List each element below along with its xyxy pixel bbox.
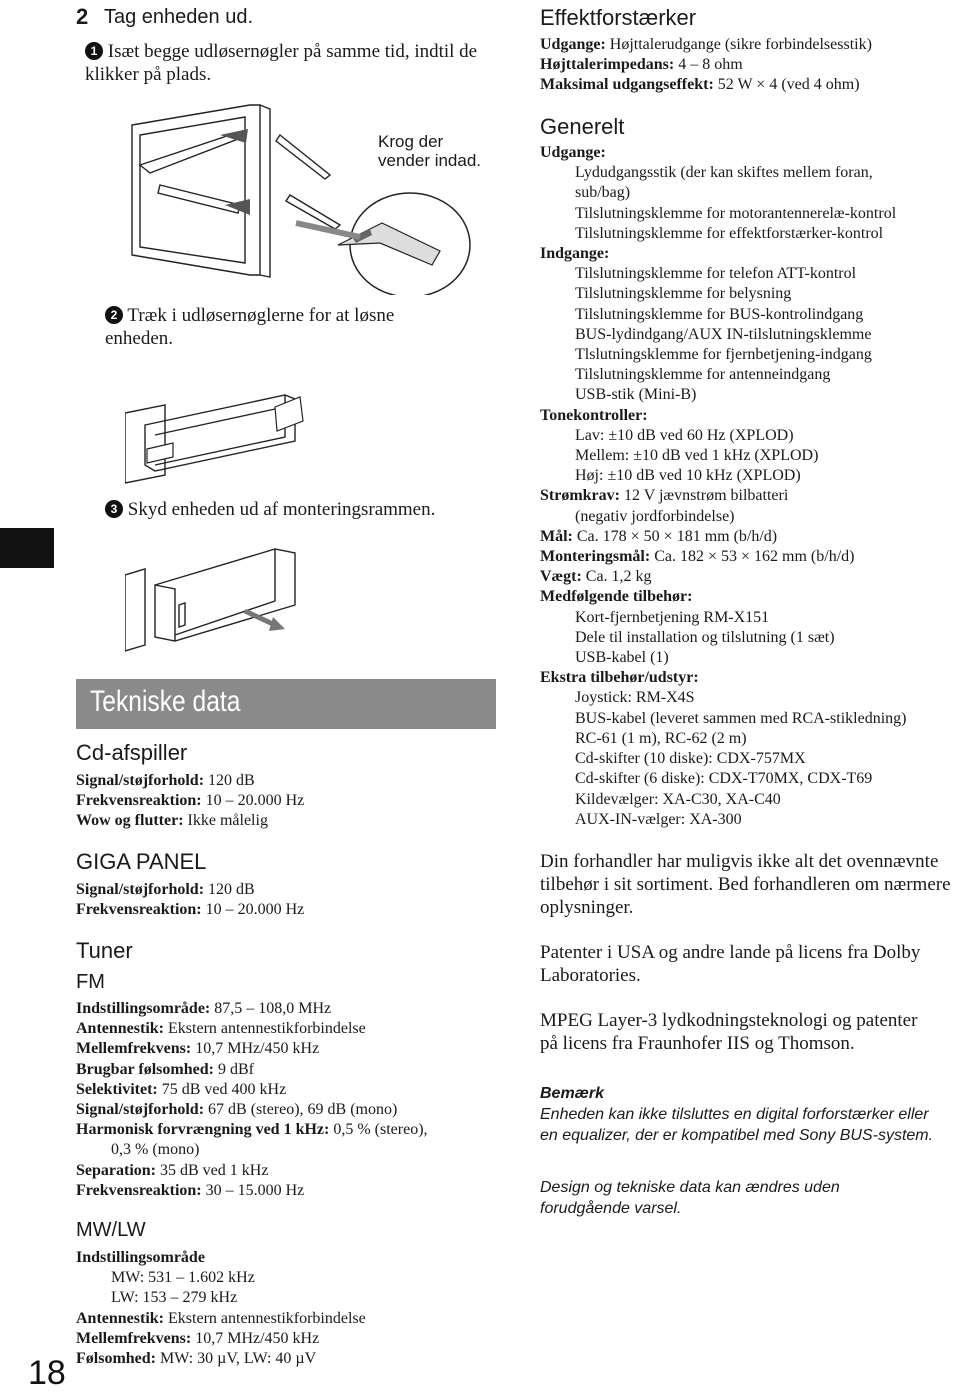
spec-line: Cd-skifter (6 diske): CDX-T70MX, CDX-T69	[575, 770, 873, 788]
mwlw-heading: MW/LW	[76, 1219, 146, 1241]
spec-line: Kort-fjernbetjening RM-X151	[575, 608, 770, 626]
spec-line: Tilslutningsklemme for telefon ATT-kontrol	[575, 265, 857, 283]
spec-line: Maksimal udgangseffekt: 52 W × 4 (ved 4 ohm)	[540, 76, 860, 94]
spec-line: Indstillingsområde	[76, 1249, 205, 1266]
spec-line: sub/bag)	[575, 184, 631, 202]
spec-line: Lav: ±10 dB ved 60 Hz (XPLOD)	[575, 426, 794, 444]
spec-line: Medfølgende tilbehør:	[540, 588, 693, 606]
section-banner	[76, 679, 496, 729]
spec-line: Høj: ±10 dB ved 10 kHz (XPLOD)	[575, 467, 801, 485]
step-number: 2	[76, 4, 89, 29]
spec-line: Indgange:	[540, 245, 610, 263]
figure-pull-unit	[125, 385, 325, 485]
spec-line: BUS-lydindgang/AUX IN-tilslutningsklemme	[575, 325, 872, 343]
spec-line: Mål: Ca. 178 × 50 × 181 mm (b/h/d)	[540, 527, 778, 545]
substep-text: Isæt begge udløsernøgler på samme tid, indtil de klikker på plads.	[85, 41, 478, 85]
dealer-note: Din forhandler har muligvis ikke alt det ovennævnte tilbehør i sit sortiment. Bed forhandleren om nærmere oplysninger.	[540, 851, 951, 918]
spec-line: LW: 153 – 279 kHz	[111, 1289, 238, 1307]
spec-line: Tilslutningsklemme for BUS-kontrolindgang	[575, 305, 864, 323]
cd-specs	[76, 771, 304, 832]
spec-line: Signal/støjforhold: 120 dB	[76, 772, 255, 789]
spec-line: Antennestik: Ekstern antennestikforbindelse	[76, 1020, 366, 1038]
spec-line: Tonekontroller:	[540, 406, 648, 424]
general-specs	[540, 143, 906, 830]
spec-line: Mellemfrekvens: 10,7 MHz/450 kHz	[76, 1040, 320, 1058]
design-note: Design og tekniske data kan ændres uden forudgående varsel.	[540, 1179, 840, 1217]
spec-line: AUX-IN-vælger: XA-300	[575, 810, 742, 828]
spec-line: Mellem: ±10 dB ved 1 kHz (XPLOD)	[575, 447, 819, 465]
substep-text: Træk i udløsernøglerne for at løsne enheden.	[105, 305, 395, 349]
substep-2	[105, 304, 445, 350]
spec-line: Højttalerimpedans: 4 – 8 ohm	[540, 56, 743, 74]
spec-line: Wow og flutter: Ikke målelig	[76, 812, 268, 830]
spec-line: Selektivitet: 75 dB ved 400 kHz	[76, 1080, 287, 1098]
spec-line: (negativ jordforbindelse)	[575, 507, 735, 525]
spec-line: Brugbar følsomhed: 9 dBf	[76, 1060, 254, 1078]
spec-line: Separation: 35 dB ved 1 kHz	[76, 1161, 269, 1179]
spec-line: Harmonisk forvrængning ved 1 kHz: 0,5 % (stereo),	[76, 1121, 428, 1139]
general-heading: Generelt	[540, 114, 625, 139]
spec-line: Frekvensreaktion: 10 – 20.000 Hz	[76, 792, 305, 810]
fm-specs	[76, 999, 428, 1201]
spec-line: Tilslutningsklemme for motorantennerelæ-kontrol	[575, 204, 897, 222]
spec-line: USB-kabel (1)	[575, 649, 669, 667]
spec-line: Antennestik: Ekstern antennestikforbindelse	[76, 1309, 366, 1327]
spec-line: Frekvensreaktion: 10 – 20.000 Hz	[76, 901, 305, 919]
spec-line: BUS-kabel (leveret sammen med RCA-stikledning)	[575, 709, 907, 727]
figure-slide-unit	[125, 545, 315, 655]
cd-heading: Cd-afspiller	[76, 740, 188, 765]
spec-line: Monteringsmål: Ca. 182 × 53 × 162 mm (b/h/d)	[540, 548, 855, 566]
note-text: Enheden kan ikke tilsluttes en digital forforstærker eller en equalizer, der er kompatibel med Sony BUS-system.	[540, 1106, 934, 1144]
callout-line: vender indad.	[378, 151, 482, 170]
note-heading: Bemærk	[540, 1085, 605, 1102]
mwlw-specs	[76, 1248, 366, 1369]
section-tab	[0, 528, 54, 568]
spec-line: Lydudgangsstik (der kan skiftes mellem foran,	[575, 164, 873, 182]
spec-line: Udgange:	[540, 144, 606, 161]
spec-line: USB-stik (Mini-B)	[575, 386, 697, 404]
spec-line: Joystick: RM-X4S	[575, 689, 695, 707]
spec-line: Dele til installation og tilslutning (1 sæt)	[575, 628, 835, 646]
amp-specs	[540, 35, 872, 96]
spec-line: Tilslutningsklemme for antenneindgang	[575, 366, 831, 384]
spec-line: 0,3 % (mono)	[111, 1141, 200, 1159]
amp-heading: Effektforstærker	[540, 5, 697, 30]
spec-line: Tilslutningsklemme for effektforstærker-kontrol	[575, 224, 884, 242]
fm-heading: FM	[76, 971, 105, 993]
spec-line: MW: 531 – 1.602 kHz	[111, 1269, 255, 1287]
spec-line: Signal/støjforhold: 67 dB (stereo), 69 dB (mono)	[76, 1101, 398, 1119]
figure-insert-keys	[120, 95, 500, 295]
figure-callout	[378, 132, 481, 170]
substep-number: 3	[105, 500, 123, 518]
spec-line: Vægt: Ca. 1,2 kg	[540, 568, 652, 586]
spec-line: Tilslutningsklemme for belysning	[575, 285, 792, 303]
banner-title: Tekniske data	[90, 685, 241, 718]
spec-line: Følsomhed: MW: 30 µV, LW: 40 µV	[76, 1350, 317, 1368]
substep-number: 1	[85, 42, 103, 60]
giga-specs	[76, 880, 304, 920]
spec-line: Mellemfrekvens: 10,7 MHz/450 kHz	[76, 1329, 320, 1347]
mpeg-note: MPEG Layer-3 lydkodningsteknologi og patenter på licens fra Fraunhofer IIS og Thomson.	[540, 1010, 918, 1054]
spec-line: Strømkrav: 12 V jævnstrøm bilbatteri	[540, 487, 789, 505]
spec-line: Signal/støjforhold: 120 dB	[76, 881, 255, 898]
substep-1	[85, 40, 485, 86]
step-title: Tag enheden ud.	[104, 6, 254, 28]
spec-line: Frekvensreaktion: 30 – 15.000 Hz	[76, 1181, 305, 1199]
spec-line: Cd-skifter (10 diske): CDX-757MX	[575, 750, 806, 768]
spec-line: Indstillingsområde: 87,5 – 108,0 MHz	[76, 1000, 332, 1017]
page-number: 18	[28, 1354, 66, 1392]
tuner-heading: Tuner	[76, 938, 133, 963]
substep-text: Skyd enheden ud af monteringsrammen.	[127, 499, 436, 520]
spec-line: Ekstra tilbehør/udstyr:	[540, 669, 699, 687]
substep-number: 2	[105, 306, 123, 324]
spec-line: Kildevælger: XA-C30, XA-C40	[575, 790, 781, 808]
spec-line: Udgange: Højttalerudgange (sikre forbindelsesstik)	[540, 36, 872, 53]
dolby-note: Patenter i USA og andre lande på licens fra Dolby Laboratories.	[540, 942, 921, 986]
spec-line: Tlslutningsklemme for fjernbetjening-indgang	[575, 346, 872, 364]
callout-line: Krog der	[378, 132, 444, 151]
giga-heading: GIGA PANEL	[76, 849, 207, 874]
substep-3	[105, 498, 495, 521]
spec-line: RC-61 (1 m), RC-62 (2 m)	[575, 729, 747, 747]
